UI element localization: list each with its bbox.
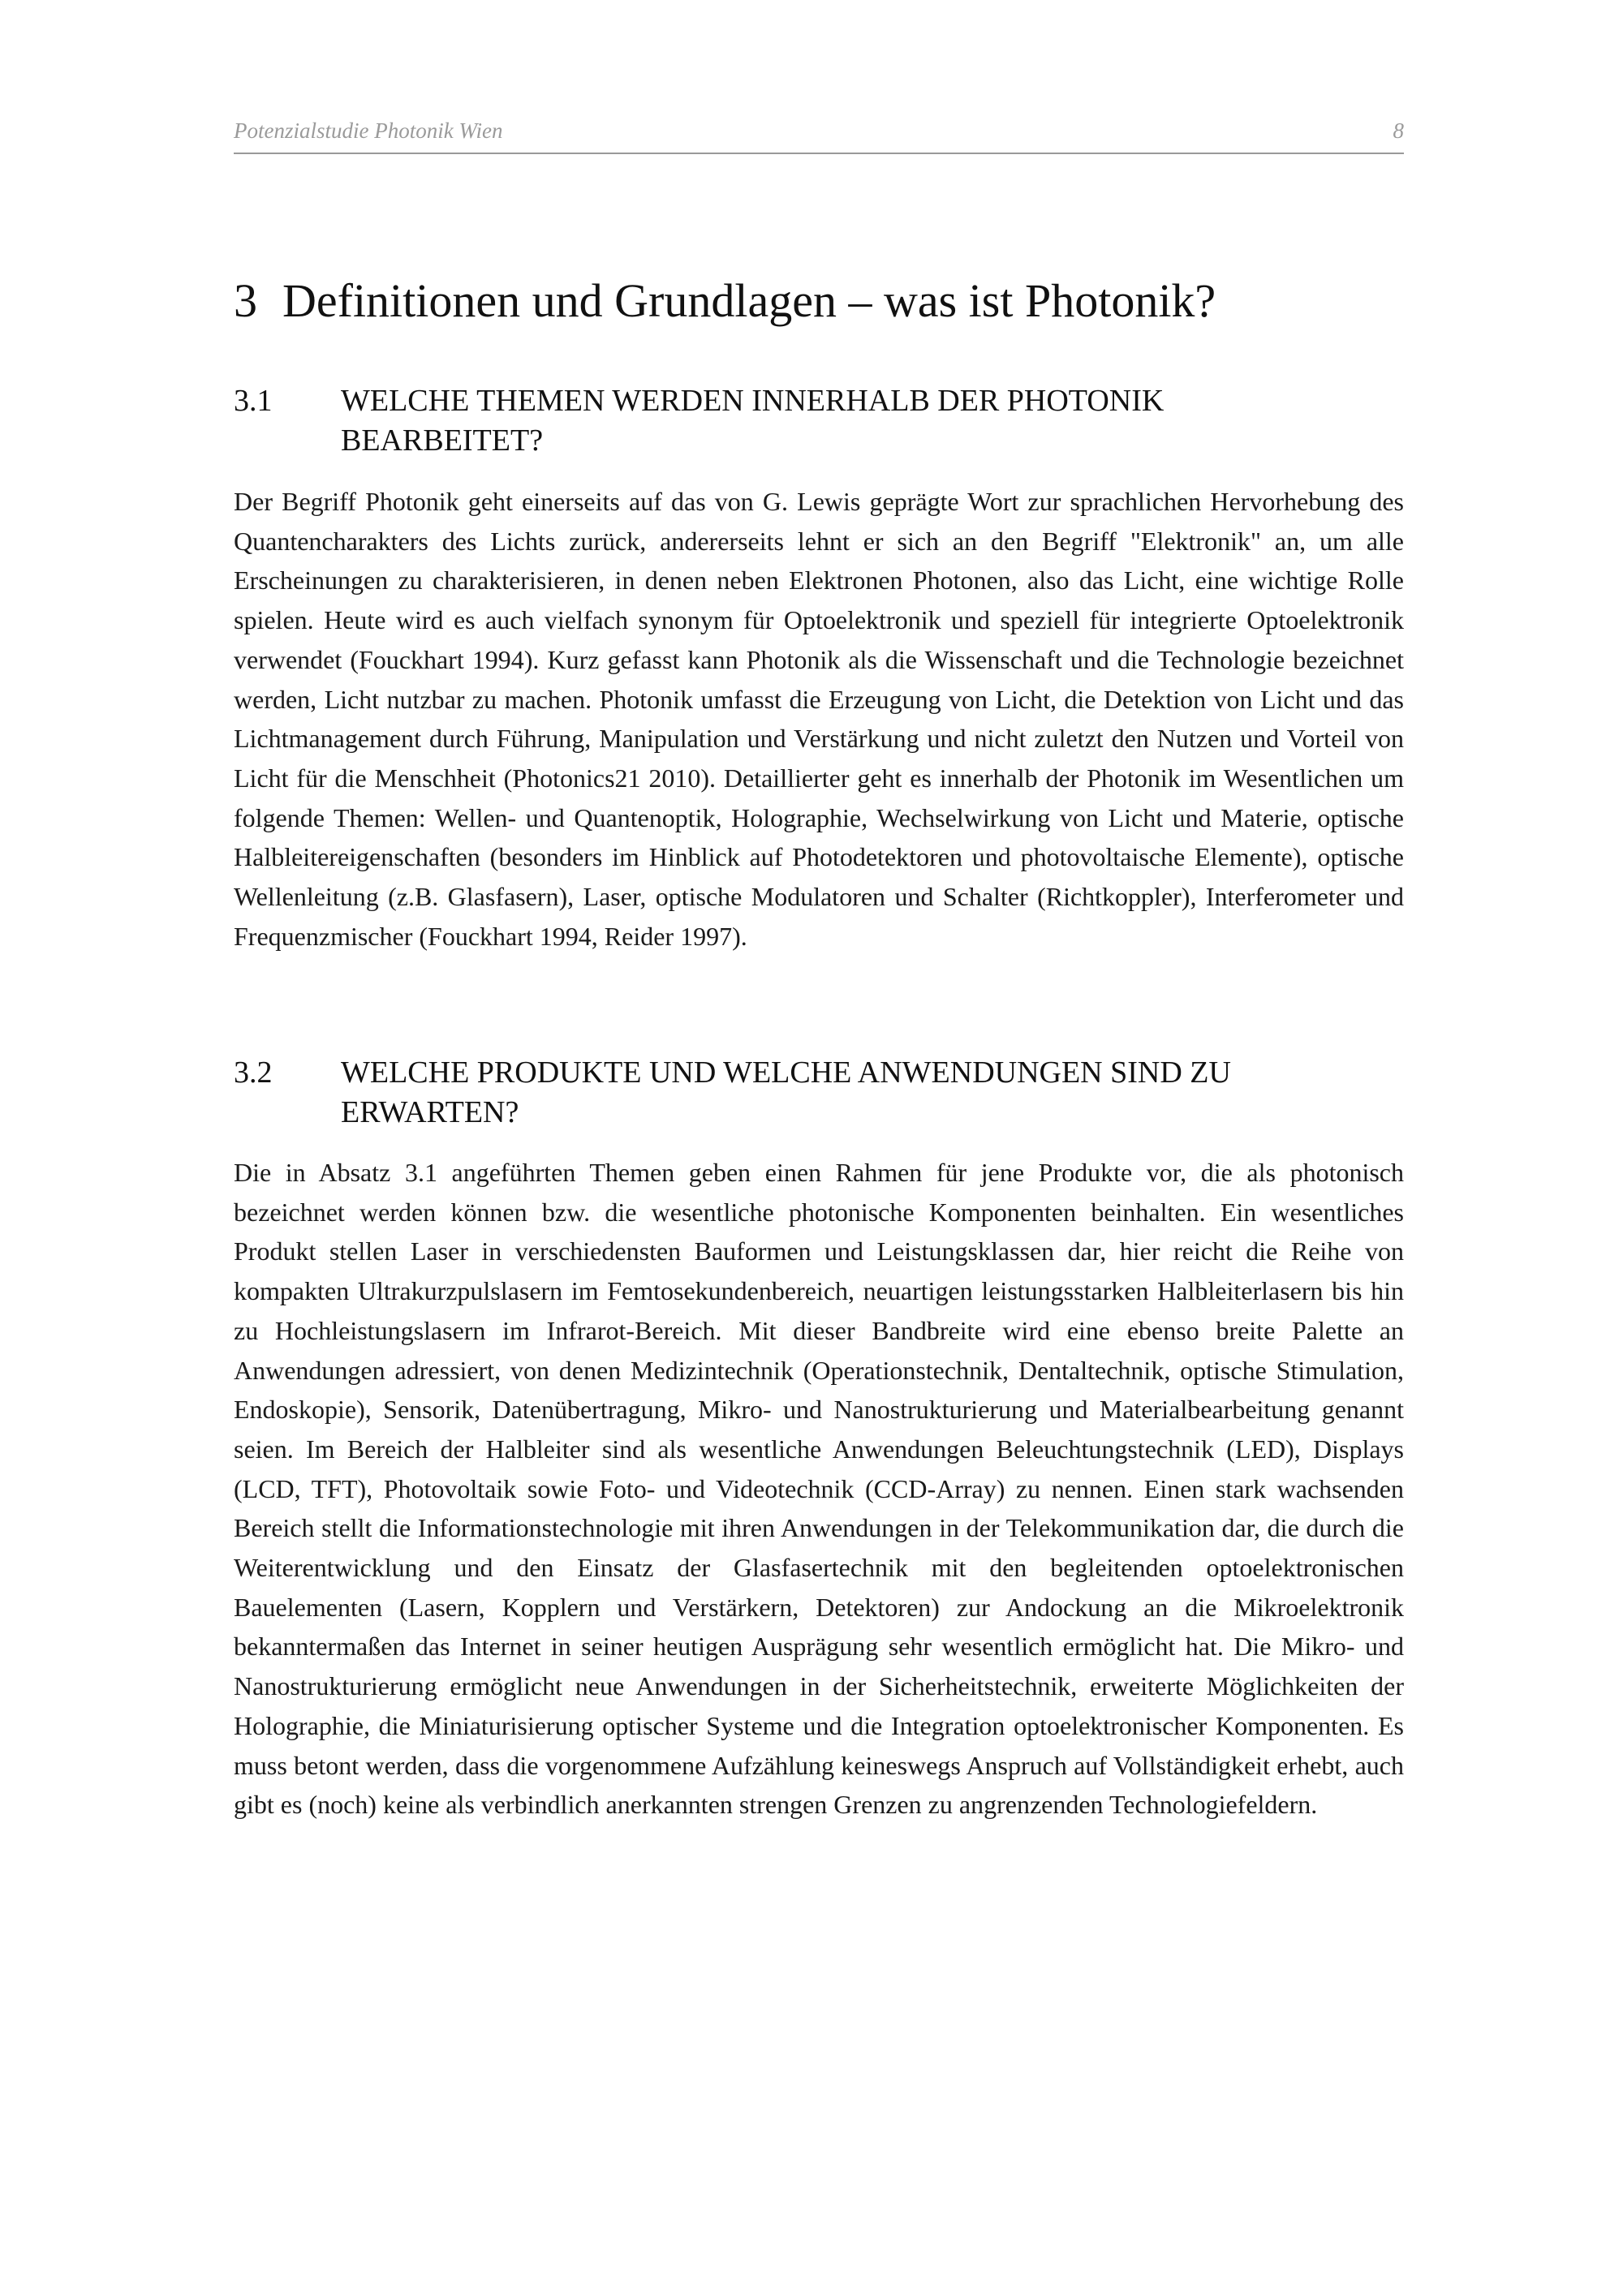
paragraph-photonik-themen: Der Begriff Photonik geht einerseits auf das von G. Lewis geprägte Wort zur sprachlichen Hervorhebung des Quantencharakters des Lichts zurück, andererseits lehnt er sich an den Begriff "Elektronik" an, um alle Erscheinungen zu charakterisieren, in denen neben Elektronen Photonen, also das Licht, eine wichtige Rolle spielen. Heute wird es auch vielfach synonym für Optoelektronik und speziell für integrierte Optoelektronik verwendet (Fouckhart 1994). Kurz gefasst kann Photonik als die Wissenschaft und die Technologie bezeichnet werden, Licht nutzbar zu machen. Photonik umfasst die Erzeugung von Licht, die Detektion von Licht und das Lichtmanagement durch Führung, Manipulation und Verstärkung und nicht zuletzt den Nutzen und Vorteil von Licht für die Menschheit (Photonics21 2010). Detaillierter geht es innerhalb der Photonik im Wesentlichen um folgende Themen: Wellen- und Quantenoptik, Holographie, Wechselwirkung von Licht und Materie, optische Halbleitereigenschaften (besonders im Hinblick auf Photodetektoren und photovoltaische Elemente), optische Wellenleitung (z.B. Glasfasern), Laser, optische Modulatoren und Schalter (Richtkoppler), Interferometer und Frequenzmischer (Fouckhart 1994, Reider 1997).: [234, 487, 1404, 951]
section-title: WELCHE THEMEN WERDEN INNERHALB DER PHOTONIK BEARBEITET?: [341, 384, 1165, 458]
chapter-title: Definitionen und Grundlagen – was ist Photonik?: [282, 274, 1216, 327]
chapter-heading: [234, 273, 1404, 329]
section-heading-3-2: [234, 1053, 1404, 1133]
paragraph-produkte-anwendungen: Die in Absatz 3.1 angeführten Themen geben einen Rahmen für jene Produkte vor, die als photonisch bezeichnet werden können bzw. die wesentliche photonische Komponenten beinhalten. Ein wesentliches Produkt stellen Laser in verschiedensten Bauformen und Leistungsklassen dar, hier reicht die Reihe von kompakten Ultrakurzpulslasern im Femtosekundenbereich, neuartigen leistungsstarken Halbleiterlasern bis hin zu Hochleistungslasern im Infrarot-Bereich. Mit dieser Bandbreite wird eine ebenso breite Palette an Anwendungen adressiert, von denen Medizintechnik (Operationstechnik, Dentaltechnik, optische Stimulation, Endoskopie), Sensorik, Datenübertragung, Mikro- und Nanostrukturierung und Materialbearbeitung genannt seien. Im Bereich der Halbleiter sind als wesentliche Anwendungen Beleuchtungstechnik (LED), Displays (LCD, TFT), Photovoltaik sowie Foto- und Videotechnik (CCD-Array) zu nennen. Einen stark wachsenden Bereich stellt die Informationstechnologie mit ihren Anwendungen in der Telekommunikation dar, die durch die Weiterentwicklung und den Einsatz der Glasfasertechnik mit den begleitenden optoelektronischen Bauelementen (Lasern, Kopplern und Verstärkern, Detektoren) zur Andockung an die Mikroelektronik bekanntermaßen das Internet in seiner heutigen Ausprägung sehr wesentlich ermöglicht hat. Die Mikro- und Nanostrukturierung ermöglicht neue Anwendungen in der Sicherheitstechnik, erweiterte Möglichkeiten der Holographie, die Miniaturisierung optischer Systeme und die Integration optoelektronischer Komponenten. Es muss betont werden, dass die vorgenommene Aufzählung keineswegs Anspruch auf Vollständigkeit erhebt, auch gibt es (noch) keine als verbindlich anerkannten strengen Grenzen zu angrenzenden Technologiefeldern.: [234, 1158, 1404, 1820]
section-number: 3.1: [234, 384, 273, 418]
page-number: 8: [1393, 118, 1404, 143]
running-header: [234, 118, 1404, 154]
section-title: WELCHE PRODUKTE UND WELCHE ANWENDUNGEN SIND ZU ERWARTEN?: [341, 1056, 1231, 1129]
running-title: Potenzialstudie Photonik Wien: [234, 118, 503, 143]
section-heading-3-1: [234, 381, 1404, 461]
chapter-number: 3: [234, 274, 257, 327]
section-number: 3.2: [234, 1056, 273, 1090]
